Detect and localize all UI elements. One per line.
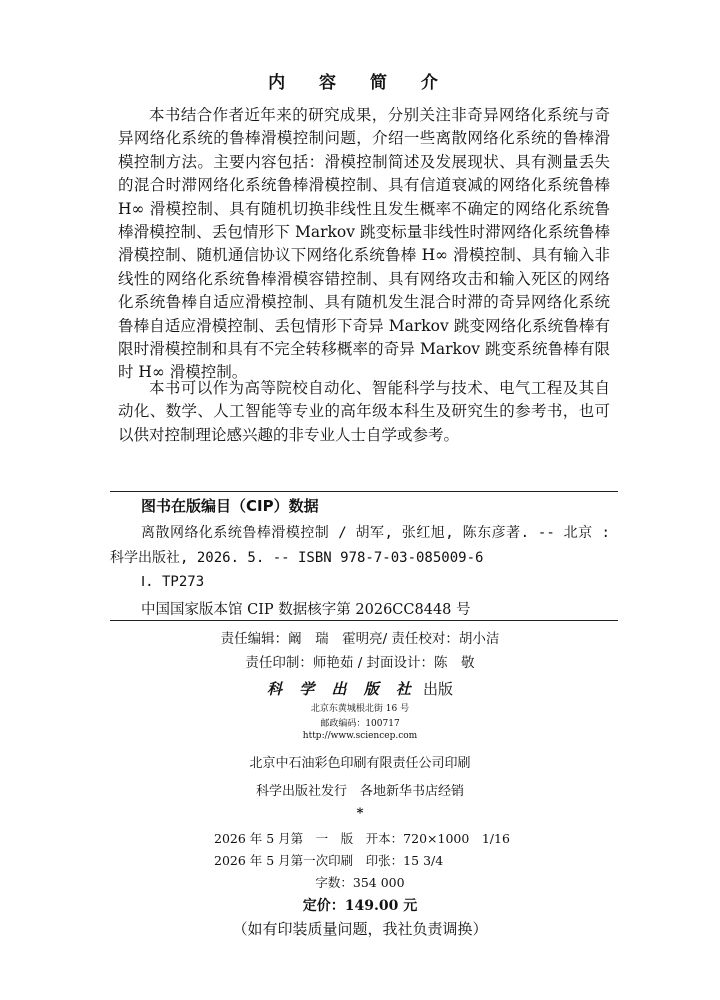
- cip-record: 离散网络化系统鲁棒滑模控制 / 胡军, 张红旭, 陈东彦著. -- 北京 : 科学出版社, 2026. 5. -- ISBN 978-7-03-085009-6: [110, 525, 610, 566]
- printer-line: 北京中石油彩色印刷有限责任公司印刷: [249, 756, 471, 771]
- cip-top-rule: [110, 491, 618, 492]
- cip-heading: 图书在版编目（CIP）数据: [141, 497, 319, 515]
- publisher-address: 北京东黄城根北街 16 号: [310, 704, 410, 714]
- cip-check-number: 中国国家版本馆 CIP 数据核字第 2026CC8448 号: [141, 602, 471, 618]
- editors-line: 责任编辑：阚 瑞 霍明亮/ 责任校对：胡小洁: [220, 631, 500, 647]
- cip-bottom-rule: [110, 620, 618, 621]
- publisher-line: [0, 678, 720, 699]
- summary-heading: 内 容 简 介: [268, 73, 452, 93]
- price: 定价：149.00 元: [302, 898, 418, 914]
- summary-paragraph-1: 本书结合作者近年来的研究成果，分别关注非奇异网络化系统与奇异网络化系统的鲁棒滑模控制问题，介绍一些离散网络化系统的鲁棒滑模控制方法。主要内容包括：滑模控制简述及发展现状、具有测量丢失的混合时滞网络化系统鲁棒滑模控制、具有信道衰减的网络化系统鲁棒 H∞ 滑模控制、具有随机切换非线性且发生概率不确定的网络化系统鲁棒滑模控制、丢包情形下 Markov 跳变标量非线性时滞网络化系统鲁棒滑模控制、随机通信协议下网络化系统鲁棒 H∞ 滑模控制、具有输入非线性的网络化系统鲁棒滑模容错控制、具有网络攻击和输入死区的网络化系统鲁棒自适应滑模控制、具有随机发生混合时滞的奇异网络化系统鲁棒自适应滑模控制、丢包情形下奇异 Markov 跳变网络化系统鲁棒有限时滑模控制和具有不完全转移概率的奇异 Markov 跳变系统鲁棒有限时 H∞ 滑模控制。: [118, 106, 610, 382]
- printing-credits-line: 责任印制：师艳茹 / 封面设计：陈 敬: [245, 655, 475, 671]
- quality-note: （如有印装质量问题，我社负责调换）: [232, 920, 488, 938]
- summary-paragraph-2: 本书可以作为高等院校自动化、智能科学与技术、电气工程及其自动化、数学、人工智能等专业的高年级本科生及研究生的参考书，也可以供对控制理论感兴趣的非专业人士自学或参考。: [118, 379, 610, 444]
- edition-line: 2026 年 5 月第 一 版 开本：720×1000 1/16: [214, 831, 510, 846]
- publisher-name: 科 学 出 版 社: [267, 680, 417, 698]
- distribution-line: 科学出版社发行 各地新华书店经销: [255, 784, 464, 799]
- cip-classification: Ⅰ. TP273: [141, 574, 205, 590]
- publisher-postcode: 邮政编码：100717: [320, 719, 400, 729]
- publisher-url: http://www.sciencep.com: [302, 731, 418, 741]
- word-count: 字数：354 000: [315, 875, 405, 890]
- printing-line: 2026 年 5 月第一次印刷 印张：15 3/4: [214, 853, 444, 868]
- publisher-suffix: 出版: [422, 680, 453, 698]
- separator-star: *: [356, 806, 364, 821]
